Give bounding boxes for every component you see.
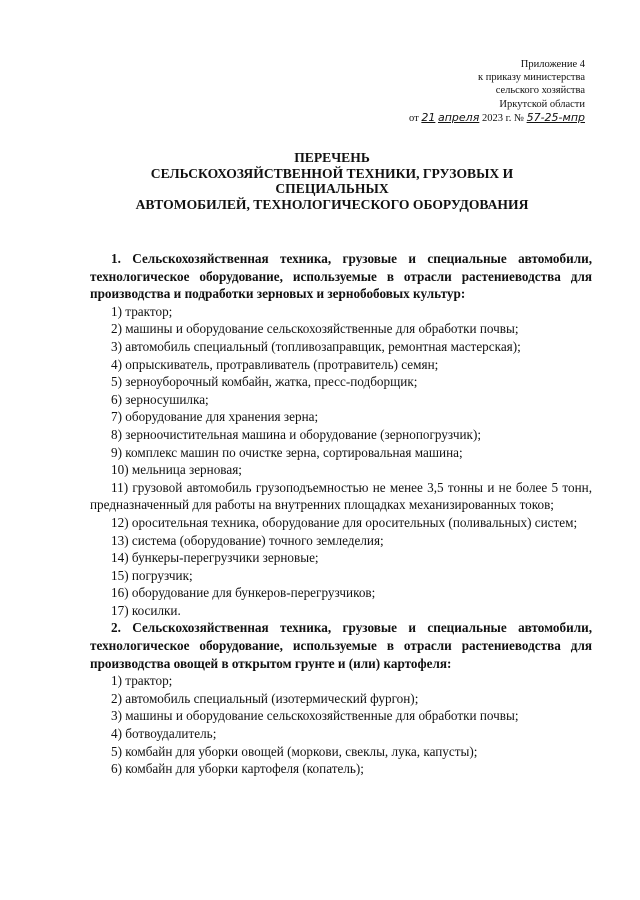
list-item: 1) трактор; bbox=[111, 673, 173, 689]
handwritten-month: апреля bbox=[437, 110, 480, 124]
handwritten-day: 21 bbox=[421, 110, 436, 124]
list-item: 3) автомобиль специальный (топливозаправщик, ремонтная мастерская); bbox=[111, 338, 521, 354]
handwritten-doc-number: 57-25-мпр bbox=[526, 110, 585, 124]
order-line-1: к приказу министерства bbox=[477, 72, 585, 84]
title-line-3: СПЕЦИАЛЬНЫХ bbox=[275, 181, 389, 197]
date-prefix: от bbox=[409, 112, 419, 124]
date-year: 2023 г. № bbox=[481, 112, 524, 124]
list-item: 4) опрыскиватель, протравливатель (протравитель) семян; bbox=[111, 356, 439, 372]
list-item: 7) оборудование для хранения зерна; bbox=[111, 409, 319, 425]
document-title bbox=[70, 150, 594, 212]
list-item: 2) машины и оборудование сельскохозяйственные для обработки почвы; bbox=[111, 321, 519, 337]
list-item: 16) оборудование для бункеров-перегрузчиков; bbox=[111, 585, 376, 601]
list-item: 12) оросительная техника, оборудование для оросительных (поливальных) систем; bbox=[111, 514, 578, 530]
list-item: 11) грузовой автомобиль грузоподъемностью не менее 3,5 тонны и не более 5 тонн, предназначенный для работы на внутренних площадках механизированных токов; bbox=[90, 479, 592, 513]
list-item: 13) система (оборудование) точного земледелия; bbox=[111, 532, 384, 548]
list-item: 3) машины и оборудование сельскохозяйственные для обработки почвы; bbox=[111, 708, 519, 724]
list-item: 15) погрузчик; bbox=[111, 567, 193, 583]
list-item: 1) трактор; bbox=[111, 303, 173, 319]
title-line-2: СЕЛЬСКОХОЗЯЙСТВЕННОЙ ТЕХНИКИ, ГРУЗОВЫХ И bbox=[150, 165, 514, 181]
appendix-header bbox=[370, 58, 585, 125]
list-item: 6) комбайн для уборки картофеля (копатель); bbox=[111, 761, 364, 777]
order-line-3: Иркутской области bbox=[499, 98, 585, 110]
section-2-heading: 2. Сельскохозяйственная техника, грузовые и специальные автомобили, технологическое оборудование, используемые в отрасли растениеводства для производства овощей в открытом грунте и (или) картофеля: bbox=[90, 620, 592, 671]
title-line-1: ПЕРЕЧЕНЬ bbox=[294, 150, 370, 165]
list-item: 10) мельница зерновая; bbox=[111, 462, 242, 478]
list-item: 14) бункеры-перегрузчики зерновые; bbox=[111, 550, 319, 566]
list-item: 6) зерносушилка; bbox=[111, 391, 209, 407]
list-item: 2) автомобиль специальный (изотермический фургон); bbox=[111, 690, 419, 706]
list-item: 5) зерноуборочный комбайн, жатка, пресс-подборщик; bbox=[111, 374, 418, 390]
list-item: 4) ботвоудалитель; bbox=[111, 726, 217, 742]
list-item: 8) зерноочистительная машина и оборудование (зернопогрузчик); bbox=[111, 426, 481, 442]
list-item: 17) косилки. bbox=[111, 602, 181, 618]
title-line-4: АВТОМОБИЛЕЙ, ТЕХНОЛОГИЧЕСКОГО ОБОРУДОВАНИЯ bbox=[135, 196, 529, 212]
list-item: 5) комбайн для уборки овощей (моркови, свеклы, лука, капусты); bbox=[111, 743, 478, 759]
section-1-heading: 1. Сельскохозяйственная техника, грузовые и специальные автомобили, технологическое оборудование, используемые в отрасли растениеводства для производства и подработки зерновых и зернобобовых культур: bbox=[90, 251, 592, 302]
document-body bbox=[90, 250, 592, 778]
order-line-2: сельского хозяйства bbox=[495, 85, 585, 97]
list-item: 9) комплекс машин по очистке зерна, сортировальная машина; bbox=[111, 444, 463, 460]
order-date-line bbox=[370, 111, 585, 125]
appendix-label: Приложение 4 bbox=[520, 59, 585, 70]
